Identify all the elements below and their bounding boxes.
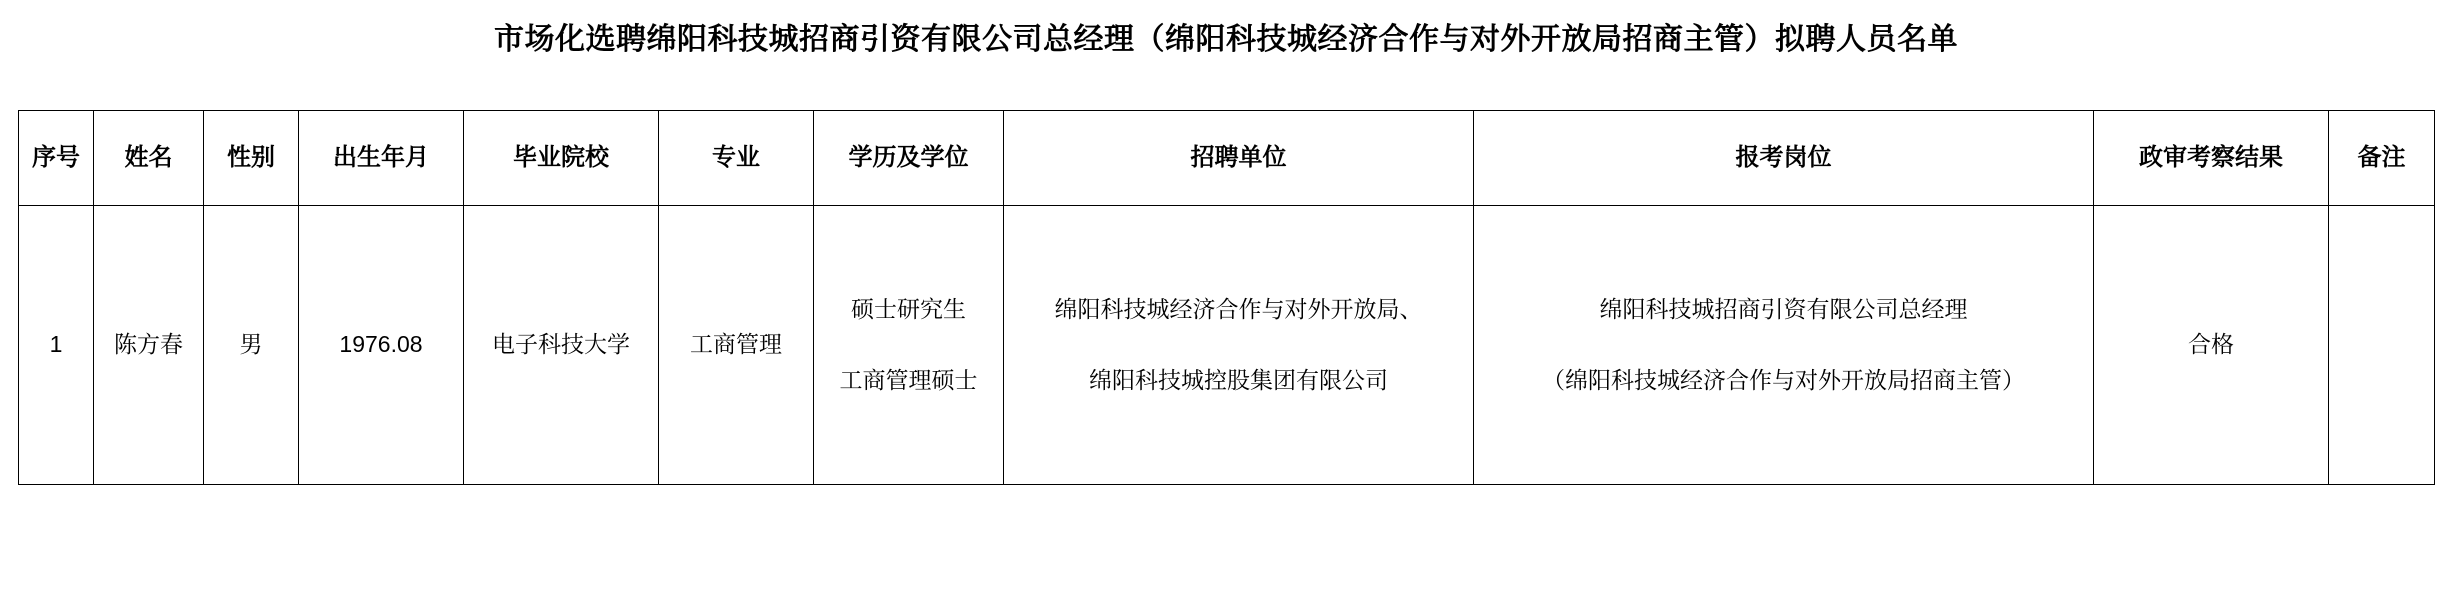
cell-degree: [814, 206, 1004, 485]
cell-employer-line2: 绵阳科技城控股集团有限公司: [1089, 367, 1388, 393]
roster-table-container: [18, 110, 2434, 485]
cell-position-lines: [1478, 293, 2089, 398]
cell-position-line2: （绵阳科技城经济合作与对外开放局招商主管）: [1542, 367, 2025, 393]
column-header-school: 毕业院校: [464, 111, 659, 206]
column-header-review-result: 政审考察结果: [2094, 111, 2329, 206]
cell-review-result: 合格: [2094, 206, 2329, 485]
cell-degree-line1: 硕士研究生: [851, 295, 966, 322]
column-header-gender: 性别: [204, 111, 299, 206]
cell-school: 电子科技大学: [464, 206, 659, 485]
cell-degree-lines: [818, 293, 999, 398]
cell-degree-line2: 工商管理硕士: [839, 367, 978, 393]
cell-position: [1474, 206, 2094, 485]
cell-position-line1: 绵阳科技城招商引资有限公司总经理: [1599, 295, 1968, 322]
cell-birth: 1976.08: [299, 206, 464, 485]
table-body: [19, 206, 2435, 485]
column-header-remark: 备注: [2329, 111, 2435, 206]
cell-employer-line1: 绵阳科技城经济合作与对外开放局、: [1054, 295, 1423, 322]
column-header-position: 报考岗位: [1474, 111, 2094, 206]
cell-remark: [2329, 206, 2435, 485]
column-header-degree: 学历及学位: [814, 111, 1004, 206]
column-header-birth: 出生年月: [299, 111, 464, 206]
cell-name: 陈方春: [94, 206, 204, 485]
table-header-row: [19, 111, 2435, 206]
cell-major: 工商管理: [659, 206, 814, 485]
cell-employer-lines: [1008, 293, 1469, 398]
cell-employer: [1004, 206, 1474, 485]
column-header-name: 姓名: [94, 111, 204, 206]
table-row: [19, 206, 2435, 485]
column-header-employer: 招聘单位: [1004, 111, 1474, 206]
page-title: 市场化选聘绵阳科技城招商引资有限公司总经理（绵阳科技城经济合作与对外开放局招商主管）拟聘人员名单: [494, 23, 1958, 56]
table-header: [19, 111, 2435, 206]
cell-index: 1: [19, 206, 94, 485]
column-header-index: 序号: [19, 111, 94, 206]
column-header-major: 专业: [659, 111, 814, 206]
roster-table: [18, 110, 2435, 485]
cell-gender: 男: [204, 206, 299, 485]
